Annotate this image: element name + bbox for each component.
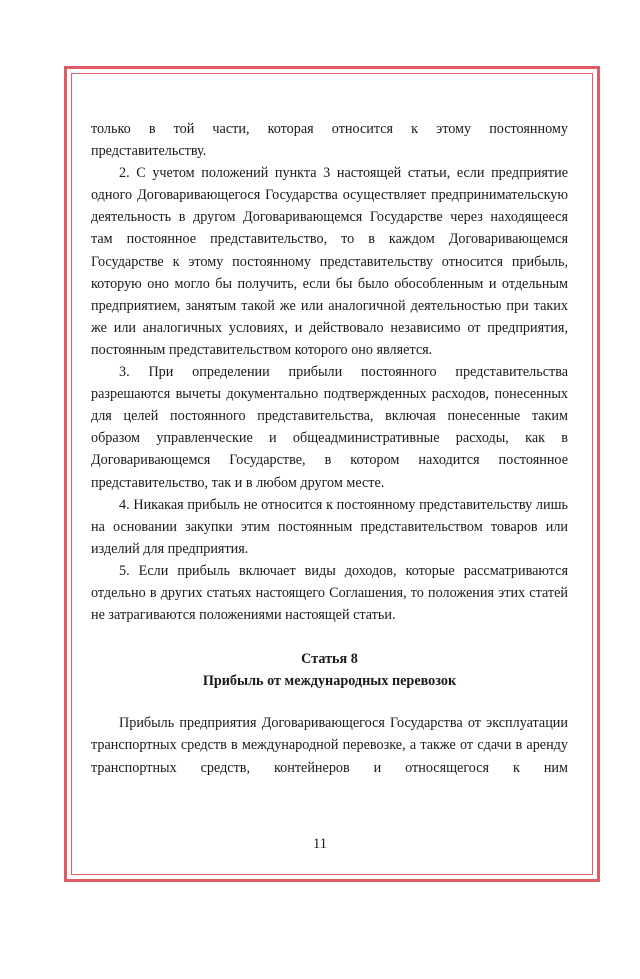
article-title: Прибыль от международных перевозок [202, 673, 457, 690]
paragraph-5: 5. Если прибыль включает виды доходов, которые рассматриваются отдельно в других статьях настоящего Соглашения, то положения этих статей не затрагиваются положениями настоящей статьи. [91, 562, 568, 624]
paragraph-4: 4. Никакая прибыль не относится к постоянному представительству лишь на основании закупки этим постоянным представительством товаров или изделий для предприятия. [91, 496, 568, 557]
page-number: 11 [313, 836, 327, 852]
paragraph-continuation: только в той части, которая относится к этому постоянному представительству. [91, 121, 568, 160]
article-number: Статья 8 [301, 651, 358, 668]
document-body [91, 118, 568, 779]
paragraph-article-8: Прибыль предприятия Договаривающегося Государства от эксплуатации транспортных средств в международной перевозке, а также от сдачи в аренду транспортных средств, контейнеров и относящегося к ним [91, 715, 568, 776]
paragraph-3: 3. При определении прибыли постоянного представительства разрешаются вычеты документально подтвержденных расходов, понесенных для целей постоянного представительства, включая понесенные таким образом управленческие и общеадминистративные расходы, как в Договаривающемся Государстве, в котором находится постоянное представительство, так и в любом другом месте. [91, 364, 568, 491]
paragraph-2: 2. С учетом положений пункта 3 настоящей статьи, если предприятие одного Договаривающегося Государства осуществляет предпринимательскую деятельность в другом Договаривающемся Государстве через находящееся там постоянное представительство, то в каждом Договаривающемся Государстве к этому постоянному представительству относится прибыль, которую оно могло бы получить, если бы было обособленным и отдельным предприятием, занятым такой же или аналогичной деятельностью при таких же или аналогичных условиях, и действовало независимо от предприятия, постоянным представительством которого оно является. [91, 165, 568, 358]
